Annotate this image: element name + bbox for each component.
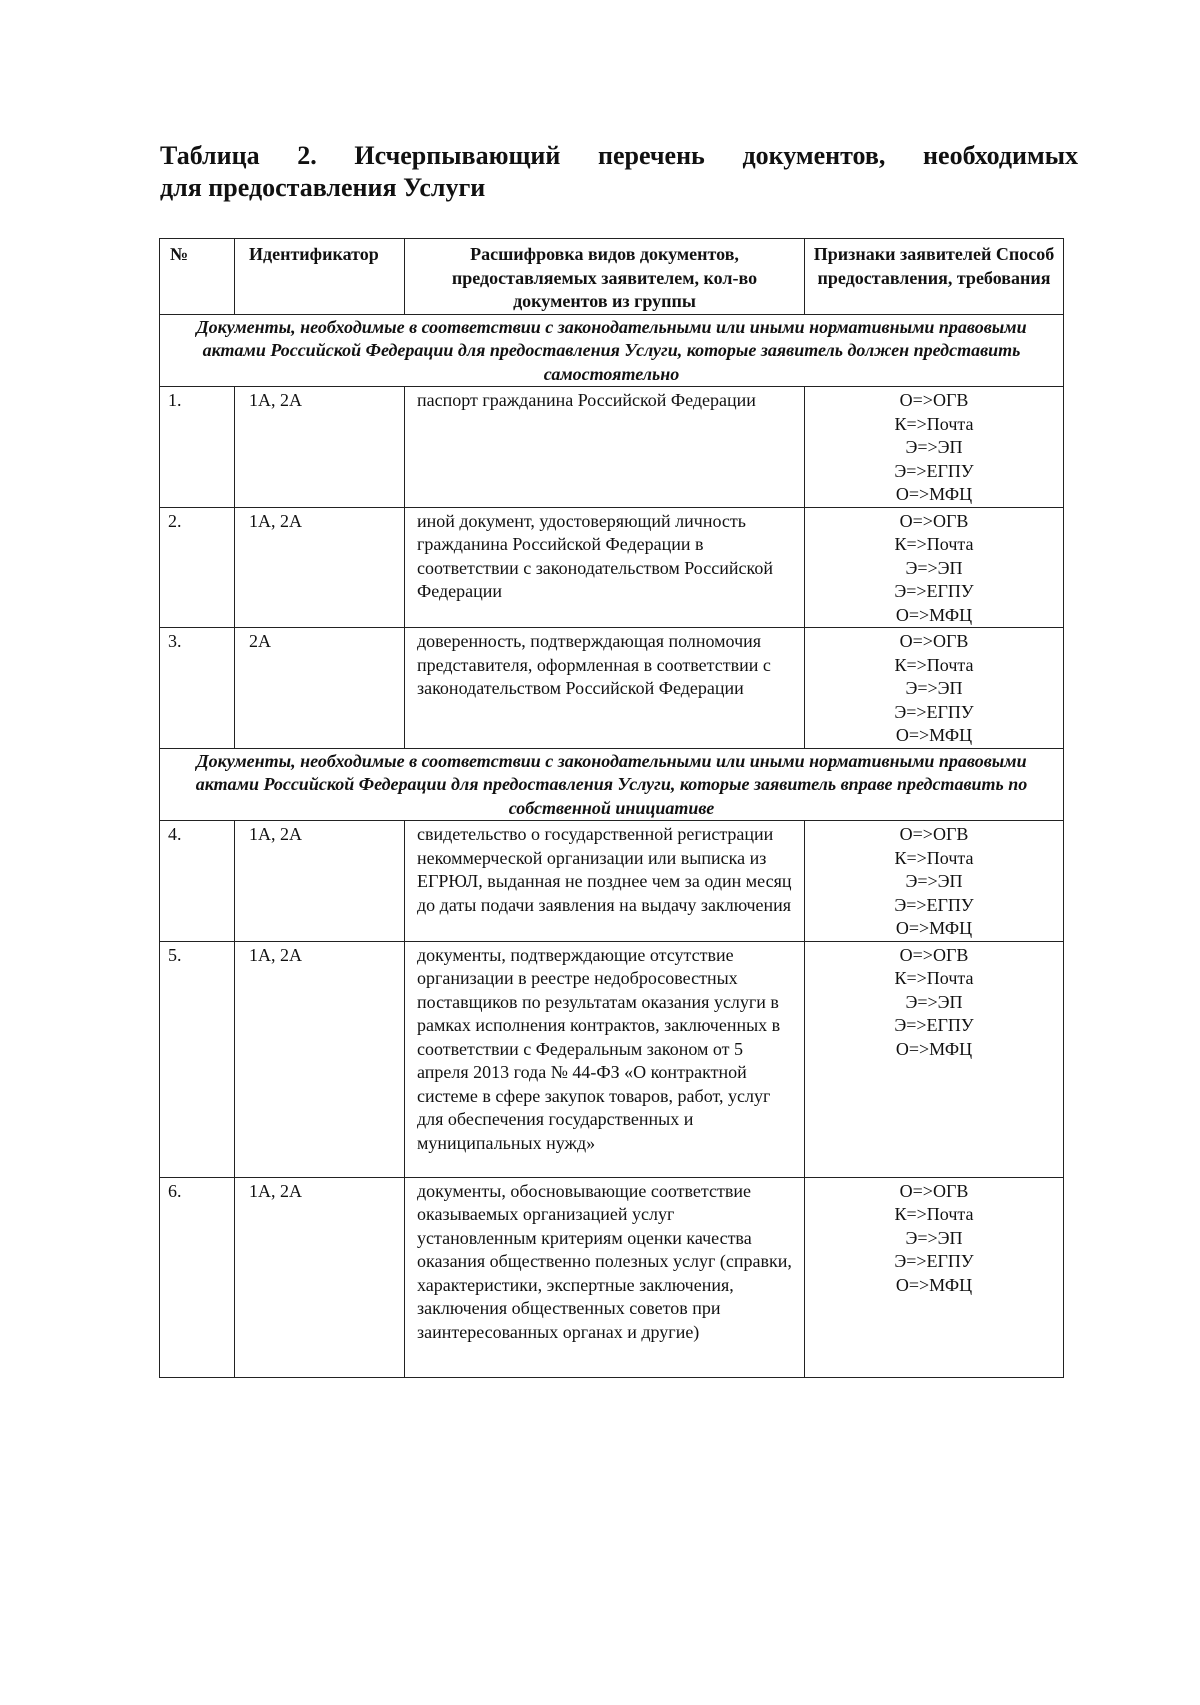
row-number: 6. <box>160 1177 235 1377</box>
requirement-item: О=>ОГВ <box>899 631 969 651</box>
requirement-item: О=>МФЦ <box>895 1274 973 1295</box>
row-number: 1. <box>160 387 235 508</box>
requirement-item: К=>Почта <box>894 968 974 988</box>
requirement-item: Э=>ЕГПУ <box>894 460 974 481</box>
row-number: 4. <box>160 821 235 942</box>
requirement-item: Э=>ЭП <box>905 678 963 698</box>
requirement-item: О=>ОГВ <box>899 1180 969 1201</box>
row-description: доверенность, подтверждающая полномочия представителя, оформленная в соответствии с законодательством Российской Федерации <box>405 628 805 749</box>
requirement-item: К=>Почта <box>894 654 974 675</box>
requirement-item: О=>МФЦ <box>895 604 973 625</box>
row-description: иной документ, удостоверяющий личность гражданина Российской Федерации в соответствии с законодательством Российской Федерации <box>405 507 805 628</box>
row-description: свидетельство о государственной регистрации некоммерческой организации или выписка из ЕГРЮЛ, выданная не позднее чем за один месяц до даты подачи заявления на выдачу заключения <box>405 821 805 942</box>
header-identifier: Идентификатор <box>235 239 405 315</box>
table-row <box>160 941 1064 1177</box>
requirement-item: К=>Почта <box>894 534 974 554</box>
requirement-item: Э=>ЕГПУ <box>894 894 974 915</box>
row-description: документы, подтверждающие отсутствие организации в реестре недобросовестных поставщиков по результатам оказания услуги в рамках исполнения контрактов, заключенных в соответствии с Федеральным законом от 5 апреля 2013 года № 44-ФЗ «О контрактной системе в сфере закупок товаров, работ, услуг для обеспечения государственных и муниципальных нужд» <box>405 941 805 1177</box>
row-requirements <box>805 507 1064 628</box>
header-description: Расшифровка видов документов, предоставляемых заявителем, кол-во документов из группы <box>405 239 805 315</box>
row-number: 2. <box>160 507 235 628</box>
requirement-item: Э=>ЭП <box>905 871 963 891</box>
requirement-item: О=>ОГВ <box>899 510 969 531</box>
requirement-item: Э=>ЕГПУ <box>894 581 974 601</box>
row-number: 3. <box>160 628 235 749</box>
row-identifier: 2А <box>235 628 405 749</box>
requirement-item: О=>МФЦ <box>895 1038 973 1059</box>
requirement-item: Э=>ЭП <box>905 1227 963 1248</box>
requirement-item: Э=>ЭП <box>905 437 963 457</box>
row-requirements <box>805 941 1064 1177</box>
requirement-item: Э=>ЭП <box>905 991 963 1012</box>
table-row <box>160 821 1064 942</box>
row-description: документы, обосновывающие соответствие оказываемых организацией услуг установленным критериям оценки качества оказания общественно полезных услуг (справки, характеристики, экспертные заключения, заключения общественных советов при заинтересованных органах и другие) <box>405 1177 805 1377</box>
requirement-item: О=>МФЦ <box>895 484 973 504</box>
table-header-row <box>160 239 1064 315</box>
requirement-item: Э=>ЕГПУ <box>894 1251 974 1271</box>
page-title <box>160 140 1078 204</box>
documents-table <box>159 238 1064 1378</box>
title-line-2: для предоставления Услуги <box>160 173 486 202</box>
requirement-item: О=>ОГВ <box>899 944 969 965</box>
requirement-item: О=>ОГВ <box>899 824 969 844</box>
section-row <box>160 314 1064 387</box>
requirement-item: О=>ОГВ <box>899 390 969 410</box>
row-requirements <box>805 821 1064 942</box>
table-row <box>160 507 1064 628</box>
requirement-item: Э=>ЭП <box>905 557 963 578</box>
requirement-item: О=>МФЦ <box>895 918 973 938</box>
requirement-item: Э=>ЕГПУ <box>894 701 974 722</box>
row-identifier: 1А, 2А <box>235 507 405 628</box>
requirement-item: К=>Почта <box>894 413 974 434</box>
requirement-item: К=>Почта <box>894 847 974 868</box>
row-requirements <box>805 387 1064 508</box>
table-row <box>160 387 1064 508</box>
row-requirements <box>805 628 1064 749</box>
header-number: № <box>160 239 235 315</box>
section-heading: Документы, необходимые в соответствии с законодательными или иными нормативными правовыми актами Российской Федерации для предоставления Услуги, которые заявитель вправе представить по собственной инициативе <box>160 748 1064 821</box>
requirement-item: О=>МФЦ <box>895 725 973 745</box>
requirement-item: Э=>ЕГПУ <box>894 1015 974 1035</box>
section-row <box>160 748 1064 821</box>
row-number: 5. <box>160 941 235 1177</box>
header-requirements: Признаки заявителей Способ предоставления, требования <box>805 239 1064 315</box>
row-identifier: 1А, 2А <box>235 941 405 1177</box>
section-heading: Документы, необходимые в соответствии с законодательными или иными нормативными правовыми актами Российской Федерации для предоставления Услуги, которые заявитель должен представить самостоятельно <box>160 314 1064 387</box>
row-description: паспорт гражданина Российской Федерации <box>405 387 805 508</box>
requirement-item: К=>Почта <box>894 1204 974 1224</box>
row-identifier: 1А, 2А <box>235 821 405 942</box>
table-row <box>160 1177 1064 1377</box>
title-line-1: Таблица 2. Исчерпывающий перечень документов, необходимых <box>160 141 1078 170</box>
row-identifier: 1А, 2А <box>235 1177 405 1377</box>
row-identifier: 1А, 2А <box>235 387 405 508</box>
table-row <box>160 628 1064 749</box>
row-requirements <box>805 1177 1064 1377</box>
